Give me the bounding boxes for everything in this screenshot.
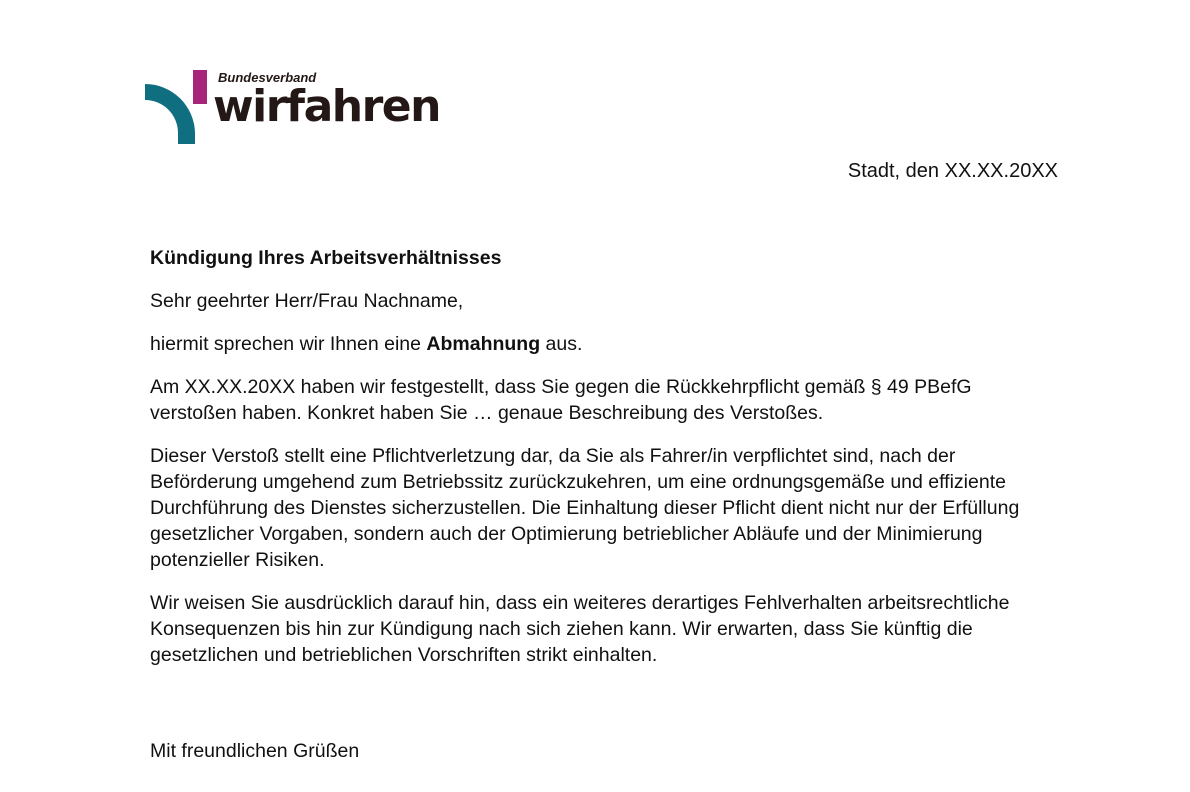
intro-text-end: aus. xyxy=(540,333,583,355)
paragraph-warning: Wir weisen Sie ausdrücklich darauf hin, dass ein weiteres derartiges Fehlverhalten arbeitsrechtliche Konsequenzen bis hin zur Kündigung nach sich ziehen kann. Wir erwarten, dass Sie künftig die gesetzlichen und betrieblichen Vorschriften strikt einhalten. xyxy=(150,592,1010,666)
closing-line: Mit freundlichen Grüßen xyxy=(150,740,360,762)
intro-bold-term: Abmahnung xyxy=(426,333,541,355)
intro-text-start: hiermit sprechen wir Ihnen eine xyxy=(150,333,427,355)
logo-subtitle: Bundesverband xyxy=(218,70,317,85)
logo-wordmark: wirfahren xyxy=(213,81,440,132)
paragraph-violation: Am XX.XX.20XX haben wir festgestellt, dass Sie gegen die Rückkehrpflicht gemäß § 49 PBefG verstoßen haben. Konkret haben Sie … genaue Beschreibung des Verstoßes. xyxy=(150,376,972,424)
paragraph-explanation: Dieser Verstoß stellt eine Pflichtverletzung dar, da Sie als Fahrer/in verpflichtet sind, nach der Beförderung umgehend zum Betriebssitz zurückzukehren, um eine ordnungsgemäße und effiziente Durchführung des Dienstes sicherzustellen. Die Einhaltung dieser Pflicht dient nicht nur der Erfüllung gesetzlicher Vorgaben, sondern auch der Optimierung betrieblicher Abläufe und der Minimierung potenzieller Risiken. xyxy=(150,445,1020,571)
letter-body xyxy=(150,245,1060,685)
intro-paragraph xyxy=(150,331,1060,357)
letter-subject: Kündigung Ihres Arbeitsverhältnisses xyxy=(150,247,502,269)
logo-arc-icon xyxy=(145,70,215,146)
date-line: Stadt, den XX.XX.20XX xyxy=(847,160,1058,182)
salutation: Sehr geehrter Herr/Frau Nachname, xyxy=(150,290,464,312)
bundesverband-wirfahren-logo xyxy=(145,70,440,146)
